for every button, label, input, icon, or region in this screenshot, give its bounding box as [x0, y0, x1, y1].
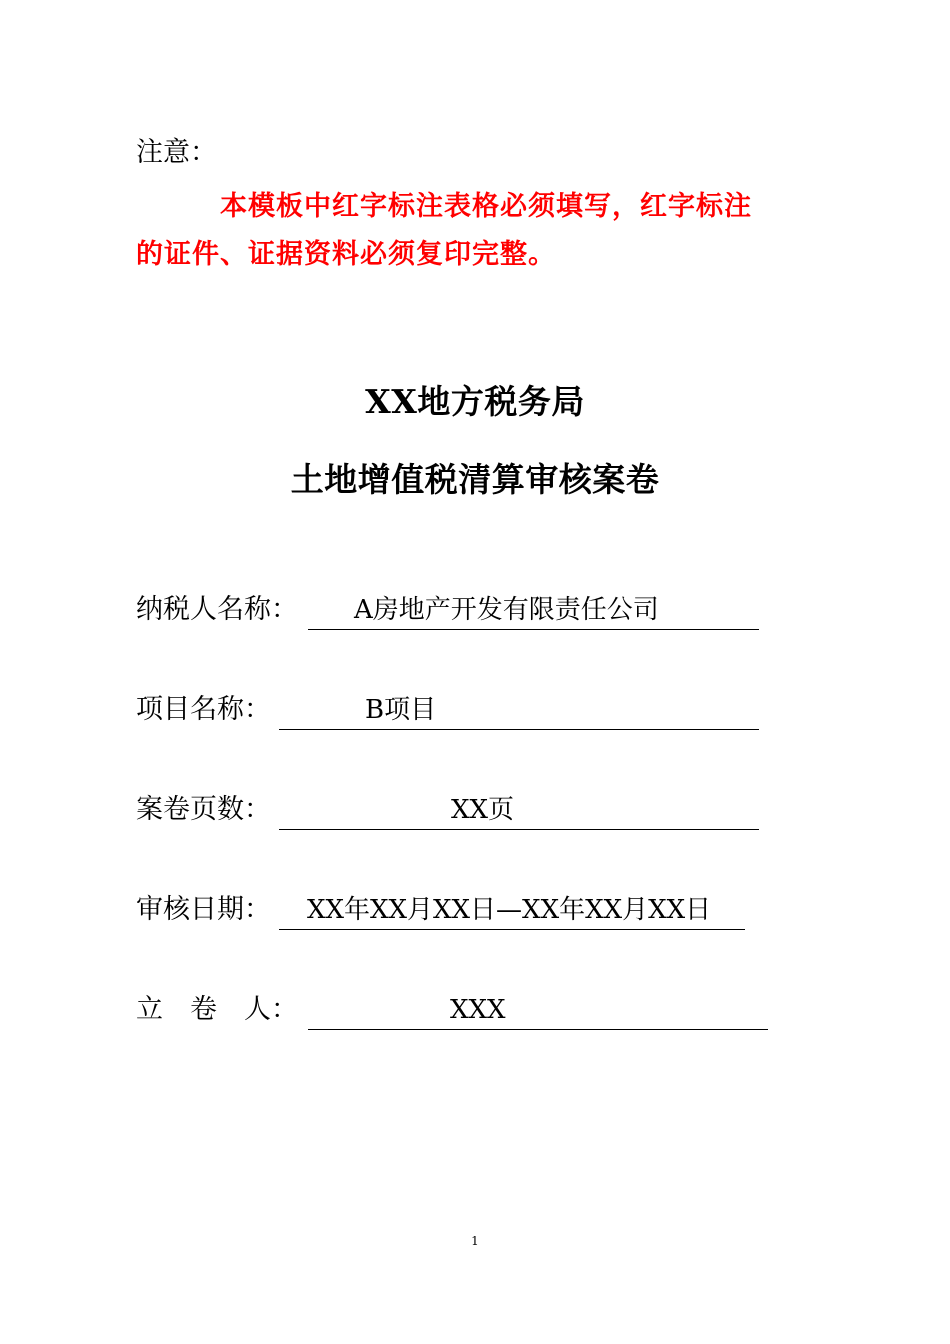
field-pages-value-line	[279, 792, 759, 830]
page-number: 1	[471, 1234, 479, 1248]
field-pages-label: 案卷页数：	[136, 794, 271, 825]
field-review-date-value: XX年XX月XX日—XX年XX月XX日	[307, 895, 712, 925]
field-review-date-value-line	[279, 892, 745, 930]
field-project-value: B项目	[365, 695, 437, 725]
field-review-date-label: 审核日期：	[136, 894, 271, 925]
field-project-label: 项目名称：	[136, 694, 271, 725]
field-project-value-line	[279, 692, 759, 730]
field-taxpayer-value: A房地产开发有限责任公司	[354, 595, 659, 625]
field-taxpayer-label: 纳税人名称：	[136, 594, 298, 625]
field-taxpayer-value-line	[308, 592, 759, 630]
field-filer-value: XXX	[450, 995, 506, 1025]
title-authority: XX地方税务局	[365, 382, 585, 421]
field-filer-value-line	[308, 992, 768, 1030]
field-filer-label: 立 卷 人：	[136, 994, 298, 1025]
notice-label: 注意：	[136, 137, 217, 168]
field-pages-value: XX页	[451, 795, 515, 825]
title-dossier: 土地增值税清算审核案卷	[290, 460, 660, 499]
notice-body: 本模板中红字标注表格必须填写，红字标注的证件、证据资料必须复印完整。	[136, 191, 752, 270]
